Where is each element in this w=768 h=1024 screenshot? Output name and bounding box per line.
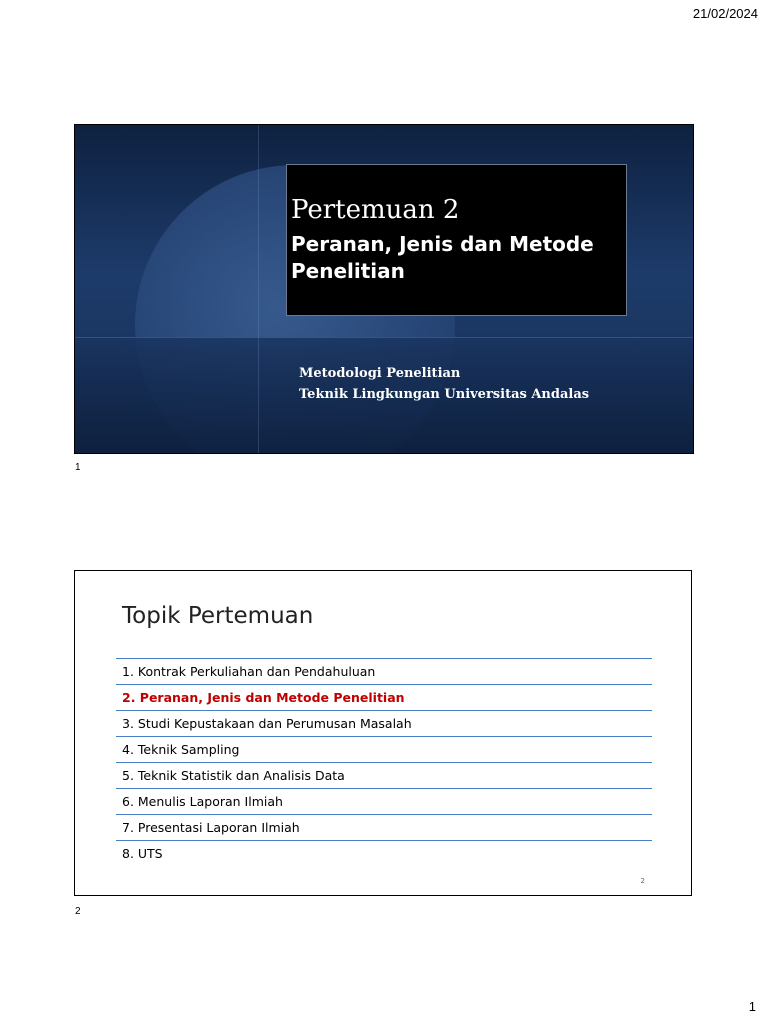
slide-inner-number: 2 — [640, 877, 645, 885]
slide-title-main: Pertemuan 2 — [291, 195, 460, 225]
topic-item: 6. Menulis Laporan Ilmiah — [116, 789, 652, 815]
topic-item: 7. Presentasi Laporan Ilmiah — [116, 815, 652, 841]
title-box — [286, 164, 627, 316]
page-date: 21/02/2024 — [692, 6, 758, 21]
slide-title — [74, 124, 694, 454]
page-number: 1 — [748, 999, 756, 1014]
slide-number: 2 — [75, 906, 81, 917]
topic-item: 8. UTS — [122, 846, 163, 861]
institution-name: Teknik Lingkungan Universitas Andalas — [299, 387, 590, 402]
slide-heading: Topik Pertemuan — [122, 603, 314, 629]
slide-title-sub: Peranan, Jenis dan Metode Penelitian — [291, 232, 594, 283]
slide-number: 1 — [75, 462, 81, 473]
slide-topics — [74, 570, 692, 896]
course-name: Metodologi Penelitian — [299, 366, 461, 381]
topic-list — [116, 658, 652, 866]
decorative-divider-horizontal — [75, 337, 693, 338]
topic-item: 4. Teknik Sampling — [116, 737, 652, 763]
slide-subtitle — [299, 363, 589, 405]
topic-item: 5. Teknik Statistik dan Analisis Data — [116, 763, 652, 789]
topic-item: 3. Studi Kepustakaan dan Perumusan Masalah — [116, 711, 652, 737]
topic-item-current: 2. Peranan, Jenis dan Metode Penelitian — [116, 685, 652, 711]
decorative-divider-vertical — [258, 125, 259, 453]
topic-item: 1. Kontrak Perkuliahan dan Pendahuluan — [116, 659, 652, 685]
